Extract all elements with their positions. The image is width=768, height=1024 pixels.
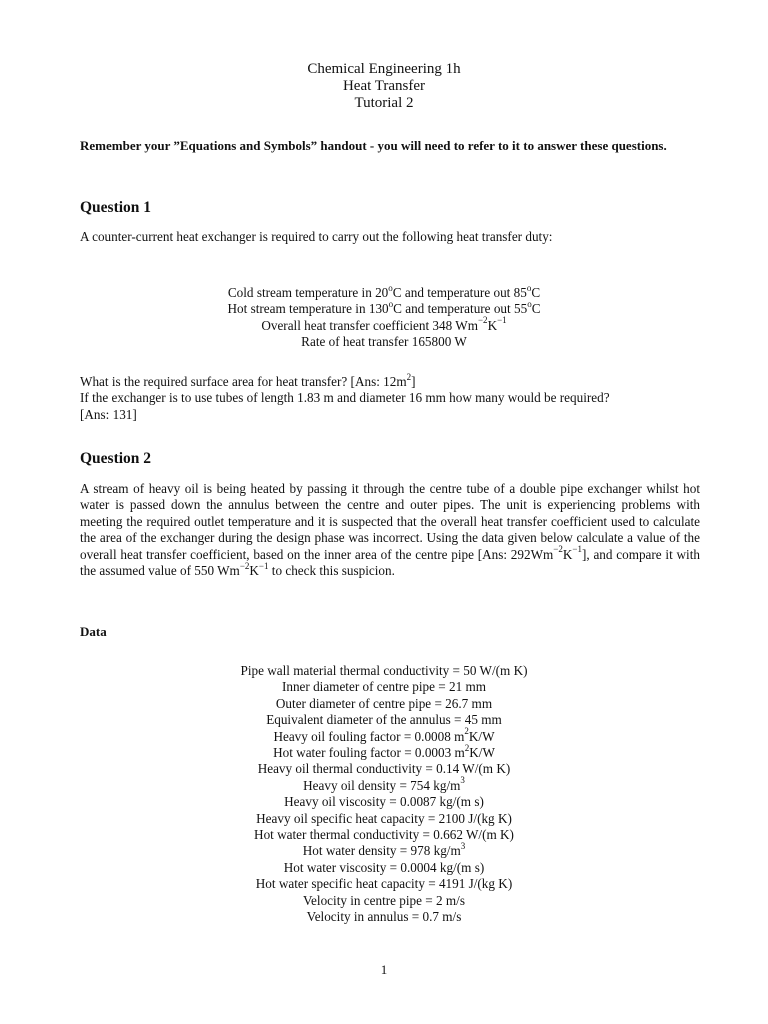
- data-item: Hot water density = 978 $kg/m^3$: [302, 841, 466, 859]
- course-title: Chemical Engineering 1h: [307, 61, 461, 77]
- tubes-question: If the exchanger is to use tubes of length 1.83 m and diameter 16 mm how many would be required?: [80, 390, 610, 406]
- data-item: Inner diameter of centre pipe = 21 mm: [281, 679, 487, 695]
- question-1-conditions: [0, 282, 768, 351]
- question-1-intro: A counter-current heat exchanger is required to carry out the following heat transfer duty:: [80, 229, 553, 244]
- data-item: Velocity in annulus = 0.7 m/s: [306, 909, 462, 925]
- question-2-heading: Question 2: [80, 450, 152, 467]
- tubes-answer: [Ans: 131]: [80, 406, 137, 422]
- data-item: Heavy oil specific heat capacity = 2100 J/(kg K): [256, 810, 512, 826]
- data-item: Heavy oil density = 754 $kg/m^3$: [303, 775, 465, 793]
- overall-coefficient-line: Overall heat transfer coefficient 348 $Wm^{-2}K^{-1}$: [261, 315, 507, 333]
- data-item: Heavy oil thermal conductivity = 0.14 W/(m K): [257, 761, 511, 777]
- data-item: Velocity in centre pipe = 2 m/s: [303, 892, 465, 908]
- cold-stream-line: Cold stream temperature in 20$^o$C and temperature out 85$^o$C: [227, 282, 541, 300]
- question-2-paragraph: A stream of heavy oil is being heated by passing it through the centre tube of a double pipe exchanger whilst hot water is passed down the annulus between the centre and outer pipes. The unit is experiencing problems with meeting the required outlet temperature and it is suspected that the overall heat transfer coefficient used to calculate the area of the exchanger during the design phase was incorrect. Using the data given below calculate a value of the overall heat transfer coefficient, based on the inner area of the centre pipe [Ans: $292Wm^{-2}K^{-1}$], and compare it with the assumed value of 550 $Wm^{-2}K^{-1}$ to check this suspicion.: [80, 481, 700, 579]
- data-item: Pipe wall material thermal conductivity = 50 W/(m K): [240, 663, 528, 678]
- question-1-tasks: [80, 371, 700, 423]
- document-title: [0, 61, 768, 112]
- page-number: 1: [380, 962, 388, 977]
- tutorial-title: Tutorial 2: [354, 95, 414, 111]
- area-question: What is the required surface area for heat transfer? [Ans: $12m^2$]: [80, 371, 416, 389]
- handout-reminder: Remember your ”Equations and Symbols” handout - you will need to refer to it to answer these questions.: [80, 138, 667, 153]
- data-heading: Data: [80, 624, 107, 639]
- subject-title: Heat Transfer: [342, 78, 426, 94]
- question-1-heading: Question 1: [80, 199, 152, 216]
- data-item: Hot water fouling factor = 0.0003 $m^2K/W$: [273, 742, 495, 761]
- data-item: Hot water specific heat capacity = 4191 J/(kg K): [255, 876, 513, 892]
- hot-stream-line: Hot stream temperature in 130$^o$C and temperature out 55$^o$C: [227, 299, 541, 317]
- data-list: [0, 663, 768, 926]
- data-item: Equivalent diameter of the annulus = 45 mm: [266, 712, 502, 728]
- data-item: Hot water viscosity = 0.0004 kg/(m s): [283, 859, 485, 875]
- data-item: Outer diameter of centre pipe = 26.7 mm: [275, 695, 493, 711]
- data-item: Heavy oil viscosity = 0.0087 kg/(m s): [284, 794, 484, 810]
- data-item: Heavy oil fouling factor = 0.0008 $m^2K/W$: [273, 726, 495, 744]
- data-item: Hot water thermal conductivity = 0.662 W/(m K): [254, 827, 514, 843]
- heat-rate-line: Rate of heat transfer 165800 W: [301, 334, 467, 350]
